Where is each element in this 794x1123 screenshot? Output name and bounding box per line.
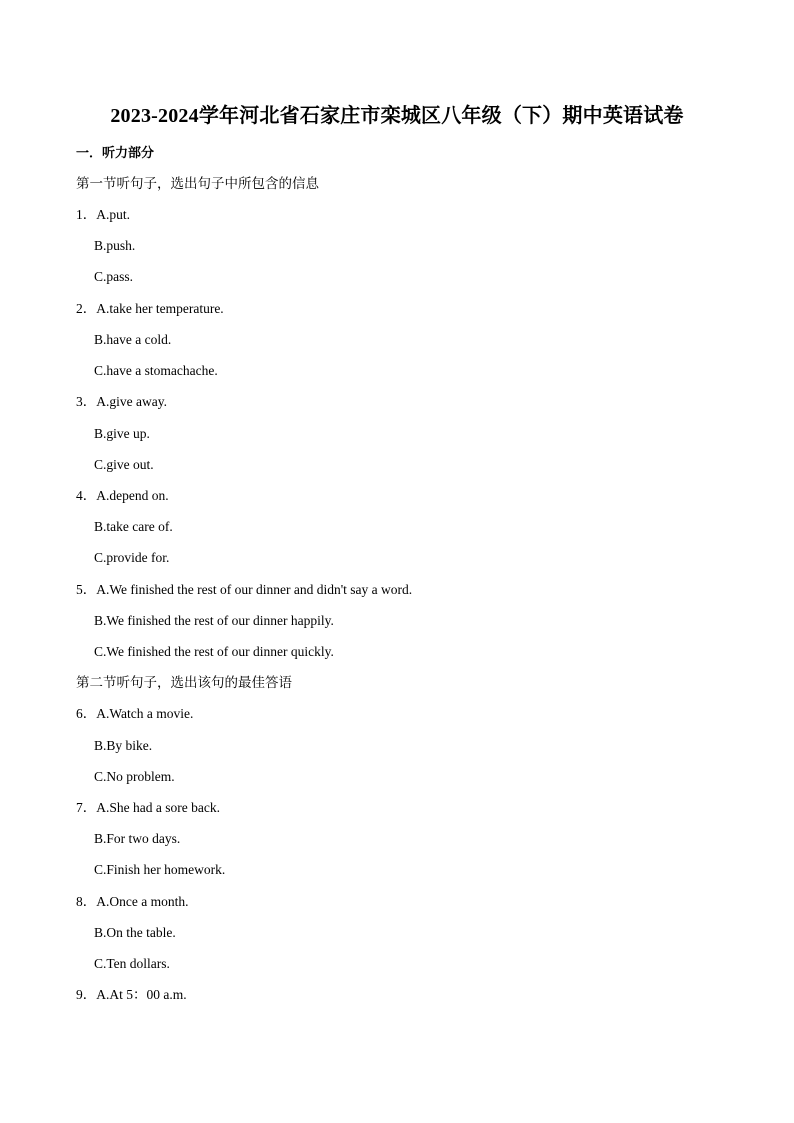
part-heading-1: 第一节听句子，选出句子中所包含的信息 [76, 176, 319, 191]
section-heading-listening: 一．听力部分 [76, 145, 155, 160]
option-a: A.We finished the rest of our dinner and didn't say a word. [96, 582, 413, 597]
option-c: C.provide for. [94, 550, 170, 565]
option-b: B.For two days. [94, 831, 181, 846]
question-number: 5． [76, 582, 97, 597]
option-a: A.give away. [96, 394, 167, 409]
question-number: 4． [76, 488, 97, 503]
exam-title: 2023-2024学年河北省石家庄市栾城区八年级（下）期中英语试卷 [110, 105, 684, 127]
question-number: 2． [76, 301, 97, 316]
question-number: 8． [76, 894, 97, 909]
option-a: A.Watch a movie. [96, 706, 194, 721]
option-b: B.On the table. [94, 925, 176, 940]
option-c: C.No problem. [94, 769, 175, 784]
question-number: 1． [76, 207, 97, 222]
question-4 [76, 487, 169, 505]
option-a: A.depend on. [96, 488, 169, 503]
option-c: C.We finished the rest of our dinner quickly. [94, 644, 334, 659]
question-3 [76, 393, 167, 411]
question-8 [76, 893, 188, 911]
option-c: C.give out. [94, 457, 154, 472]
question-number: 6． [76, 706, 97, 721]
option-a: A.She had a sore back. [96, 800, 220, 815]
option-a: A.put. [96, 207, 130, 222]
option-b: B.take care of. [94, 519, 173, 534]
option-c: C.have a stomachache. [94, 363, 218, 378]
option-c: C.pass. [94, 269, 134, 284]
question-5 [76, 581, 412, 599]
question-number: 7． [76, 800, 97, 815]
question-2 [76, 300, 224, 318]
question-number: 9． [76, 987, 97, 1002]
option-b: B.We finished the rest of our dinner happily. [94, 613, 334, 628]
part-heading-2: 第二节听句子，选出该句的最佳答语 [76, 675, 292, 690]
question-7 [76, 799, 220, 817]
option-b: B.push. [94, 238, 136, 253]
option-b: B.have a cold. [94, 332, 172, 347]
question-number: 3． [76, 394, 97, 409]
option-c: C.Ten dollars. [94, 956, 170, 971]
option-a: A.take her temperature. [96, 301, 224, 316]
question-6 [76, 705, 193, 723]
option-a: A.Once a month. [96, 894, 189, 909]
option-a: A.At 5：00 a.m. [96, 987, 187, 1002]
option-b: B.By bike. [94, 738, 153, 753]
question-9 [76, 986, 187, 1004]
option-b: B.give up. [94, 426, 150, 441]
question-1 [76, 206, 130, 224]
option-c: C.Finish her homework. [94, 862, 226, 877]
